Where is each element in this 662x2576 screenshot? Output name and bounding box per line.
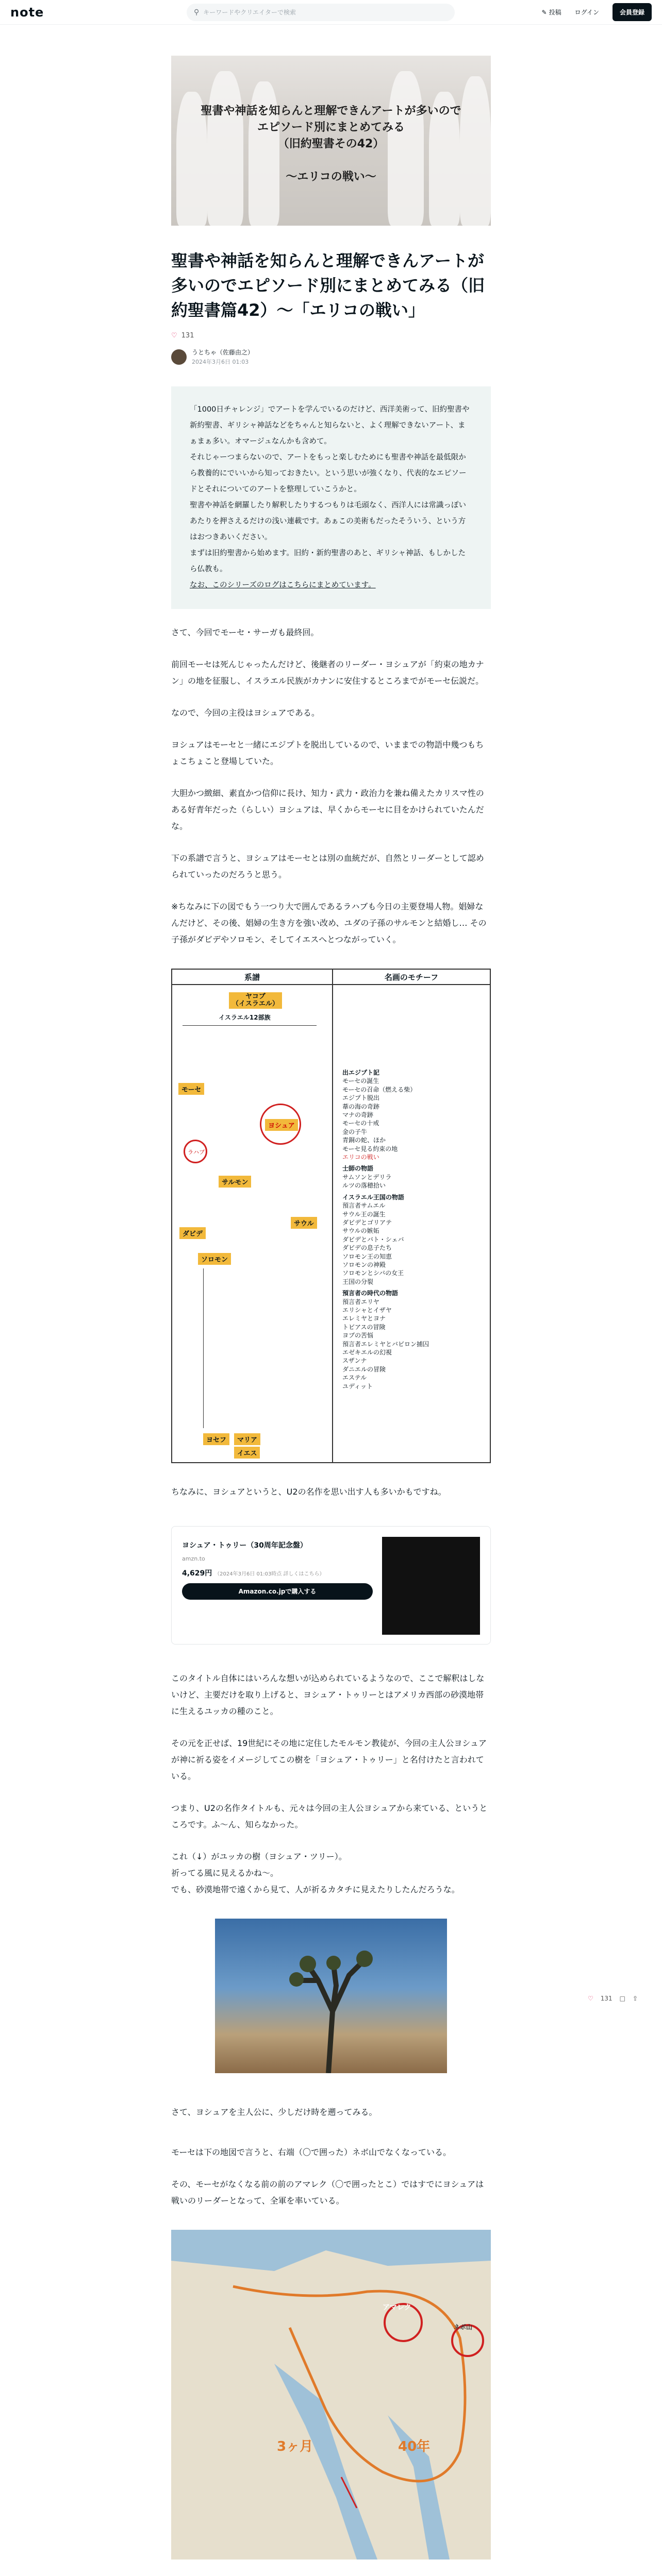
map-label-years: 40年 bbox=[398, 2439, 431, 2454]
map-label-nebo: ネボ山 bbox=[454, 2324, 473, 2331]
genealogy-image bbox=[171, 969, 491, 1463]
motif-item: エゼキエルの幻視 bbox=[342, 1349, 392, 1356]
motif-item: マナの奇跡 bbox=[342, 1111, 374, 1119]
product-price bbox=[182, 1568, 325, 1578]
motif-item: モーセの十戒 bbox=[342, 1120, 379, 1127]
tag-solomon: ソロモン bbox=[198, 1253, 231, 1265]
motif-item: 葦の海の奇跡 bbox=[342, 1103, 380, 1110]
tag-joshua: ヨシュア bbox=[265, 1119, 298, 1131]
tag-rahab: ラハブ bbox=[188, 1149, 205, 1156]
share-icon[interactable]: ⇪ bbox=[633, 1995, 638, 2002]
motif-item: 金の子牛 bbox=[342, 1128, 368, 1136]
paragraph: つまり、U2の名作タイトルも、元々は今回の主人公ヨシュアから来ている、というところです。ふ〜ん、知らなかった。 bbox=[171, 1803, 488, 1829]
motif-item: ヨブの苦悩 bbox=[342, 1332, 374, 1340]
register-button[interactable]: 会員登録 bbox=[613, 3, 652, 21]
pen-icon: ✎ bbox=[541, 8, 547, 16]
article-body-3 bbox=[171, 1670, 491, 1898]
map-label-months: 3ヶ月 bbox=[277, 2439, 313, 2454]
tag-tribes: イスラエル12部族 bbox=[219, 1014, 271, 1021]
motif-item: ダニエルの冒険 bbox=[342, 1365, 386, 1373]
motif-item: 預言者エリヤ bbox=[342, 1298, 379, 1306]
article-title: 聖書や神話を知らんと理解できんアートが多いのでエピソード別にまとめてみる（旧約聖書篇42）〜「エリコの戦い」 bbox=[171, 251, 485, 320]
like-bar bbox=[171, 332, 491, 340]
price-value: 4,629円 bbox=[182, 1569, 212, 1578]
paragraph: ちなみに、ヨシュアというと、U2の名作を思い出す人も多いかもですね。 bbox=[171, 1487, 446, 1497]
motif-item: ユディット bbox=[342, 1382, 373, 1390]
tag-david: ダビデ bbox=[179, 1227, 206, 1239]
motif-item: ダビデとバト・シェバ bbox=[342, 1235, 404, 1243]
tag-saul: サウル bbox=[291, 1217, 317, 1229]
side-like-count: 131 bbox=[600, 1995, 613, 2002]
paragraph: 下の系譜で言うと、ヨシュアはモーセとは別の血統だが、自然とリーダーとして認められていったのだろうと思う。 bbox=[171, 853, 484, 879]
paragraph: その、モーセがなくなる前の前のアマレク（〇で囲ったとこ）ではすでにヨシュアは戦いのリーダーとなって、全軍を率いている。 bbox=[171, 2179, 484, 2206]
product-store: amzn.to bbox=[182, 1555, 205, 1562]
motif-item: サムソンとデリラ bbox=[342, 1173, 392, 1181]
eyecatch-image bbox=[171, 56, 491, 226]
motif-item: ソロモン王の知恵 bbox=[342, 1252, 392, 1260]
eyecatch-title: 聖書や神話を知らんと理解できんアートが多いので エピソード別にまとめてみる （旧約聖書その42） 〜エリコの戦い〜 bbox=[201, 105, 461, 183]
motif-item: ソロモンの神殿 bbox=[342, 1261, 386, 1268]
motif-item: エレミヤとヨナ bbox=[342, 1315, 386, 1323]
intro-text: それじゃーつまらないので、アートをもっと楽しむためにも聖書や神話を最低限から教養的にでいいから知っておきたい。という思いが強くなり、代表的なエピソードとそれについてのアートを整理していこうかと。 bbox=[190, 453, 467, 494]
motif-heading: 士師の物語 bbox=[342, 1165, 374, 1173]
tag-mary: マリア bbox=[234, 1433, 260, 1445]
article-body bbox=[171, 624, 491, 948]
exodus-map bbox=[171, 2230, 491, 2560]
motif-item: エリシャとイザヤ bbox=[342, 1306, 392, 1314]
product-image[interactable] bbox=[382, 1537, 480, 1635]
paragraph: さて、今回でモーセ・サーガも最終回。 bbox=[171, 628, 319, 637]
tag-jacob: ヤコブ （イスラエル） bbox=[229, 992, 282, 1009]
paragraph: このタイトル自体にはいろんな想いが込められているようなので、ここで解釈はしないけど、主要だけを取り上げると、ヨシュア・トゥリーとはアメリカ西部の砂漠地帯に生えるユッカの種のこと。 bbox=[171, 1673, 485, 1716]
motif-item: エジプト脱出 bbox=[342, 1094, 380, 1102]
post-button[interactable] bbox=[542, 8, 561, 16]
side-actions bbox=[588, 1995, 638, 2002]
product-title[interactable]: ヨシュア・トゥリー（30周年記念盤） bbox=[182, 1541, 307, 1550]
heart-icon[interactable]: ♡ bbox=[588, 1995, 593, 2002]
motif-list bbox=[342, 1065, 429, 1391]
series-link[interactable]: なお、このシリーズのログはこちらにまとめています。 bbox=[190, 581, 376, 589]
author-block[interactable] bbox=[171, 348, 491, 366]
motif-heading: イスラエル王国の物語 bbox=[342, 1193, 404, 1201]
site-header bbox=[0, 0, 662, 25]
buy-button[interactable]: Amazon.co.jpで購入する bbox=[182, 1583, 373, 1600]
joshua-tree-photo bbox=[215, 1919, 447, 2073]
tag-moses: モーセ bbox=[178, 1083, 204, 1095]
motif-item: サウル王の誕生 bbox=[342, 1210, 386, 1218]
post-label: 投稿 bbox=[549, 9, 561, 16]
map-label-amalek: アマレク bbox=[383, 2303, 411, 2312]
motif-item: サウルの嫉妬 bbox=[342, 1227, 379, 1235]
logo[interactable]: note bbox=[10, 5, 44, 20]
motif-item: 預言者エレミヤとバビロン捕囚 bbox=[342, 1340, 429, 1348]
comment-icon[interactable]: □ bbox=[619, 1995, 626, 2002]
like-count: 131 bbox=[181, 332, 194, 340]
paragraph: ヨシュアはモーセと一緒にエジプトを脱出しているので、いままでの物語中幾つもちょこちょこと登場していた。 bbox=[171, 740, 484, 766]
chart-right-header: 名画のモチーフ bbox=[333, 970, 490, 985]
search-placeholder: キーワードやクリエイターで検索 bbox=[203, 9, 296, 16]
motif-item: モーセの誕生 bbox=[342, 1077, 379, 1085]
avatar[interactable] bbox=[171, 349, 187, 365]
article-body-4 bbox=[171, 2104, 491, 2209]
search-icon: ⚲ bbox=[194, 8, 200, 16]
chart-left-header: 系譜 bbox=[172, 970, 332, 985]
intro-text: 聖書や神話を網羅したり解釈したりするつもりは毛頭なく、西洋人には常識っぽいあたりを押さえるだけの浅い連載です。あぁこの美術もだったそういう、という方はおつきあいください。 bbox=[190, 501, 467, 541]
search-input[interactable] bbox=[187, 4, 455, 21]
login-link[interactable]: ログイン bbox=[574, 9, 599, 16]
paragraph: 前回モーセは死んじゃったんだけど、後継者のリーダー・ヨシュアが「約束の地カナン」の地を征服し、イスラエル民族がカナンに安住するところまでがモーセ伝説だ。 bbox=[171, 659, 484, 686]
heart-icon[interactable]: ♡ bbox=[171, 332, 177, 340]
tag-jesus: イエス bbox=[234, 1447, 260, 1459]
price-note: （2024年3月6日 01:03時点 詳しくはこちら） bbox=[214, 1571, 325, 1577]
motif-item: 青銅の蛇、ほか bbox=[342, 1137, 386, 1144]
motif-item: ダビデの息子たち bbox=[342, 1244, 392, 1252]
tag-joseph: ヨセフ bbox=[203, 1433, 229, 1445]
intro-box bbox=[171, 386, 491, 609]
paragraph: なので、今回の主役はヨシュアである。 bbox=[171, 708, 320, 718]
motif-item-highlight: エリコの戦い bbox=[342, 1154, 379, 1161]
motif-item: 王国の分裂 bbox=[342, 1278, 374, 1285]
motif-item: 預言者サムエル bbox=[342, 1202, 386, 1210]
motif-item: トビアスの冒険 bbox=[342, 1323, 386, 1331]
motif-item: ソロモンとシバの女王 bbox=[342, 1269, 404, 1277]
map-drawing bbox=[171, 2230, 491, 2560]
motif-item: ダビデとゴリアテ bbox=[342, 1218, 392, 1226]
intro-text: 「1000日チャレンジ」でアートを学んでいるのだけど、西洋美術って、旧約聖書や新約聖書、ギリシャ神話などをちゃんと知らないと、よく理解できないアート、まぁまぁ多い。オマージュなんかも含めて。 bbox=[190, 405, 470, 446]
intro-text: まずは旧約聖書から始めます。旧約・新約聖書のあと、ギリシャ神話、もしかしたら仏教も。 bbox=[190, 549, 466, 573]
paragraph: 大胆かつ緻細、素直かつ信仰に長け、知力・武力・政治力を兼ね備えたカリスマ性のある好青年だった（らしい）ヨシュアは、早くからモーセに目をかけられていたんだな。 bbox=[171, 788, 484, 831]
motif-item: エステル bbox=[342, 1374, 367, 1382]
motif-heading: 預言者の時代の物語 bbox=[342, 1290, 399, 1297]
paragraph: その元を正せば、19世紀にその地に定住したモルモン教徒が、今回の主人公ヨシュアが神に祈る姿をイメージしてこの樹を「ヨシュア・トゥリー」と名付けたと言われている。 bbox=[171, 1738, 487, 1781]
motif-item: スザンナ bbox=[342, 1357, 367, 1365]
motif-item: ルツの落穂拾い bbox=[342, 1182, 386, 1190]
motif-heading: 出エジプト記 bbox=[342, 1069, 380, 1076]
product-card[interactable] bbox=[171, 1526, 491, 1645]
motif-item: モーセの召命（燃える柴） bbox=[342, 1086, 417, 1093]
tag-salmon: サルモン bbox=[219, 1176, 251, 1188]
paragraph: さて、ヨシュアを主人公に、少しだけ時を遡ってみる。 bbox=[171, 2107, 377, 2117]
motif-item: モーセ見る約束の地 bbox=[342, 1145, 398, 1153]
article-body-2 bbox=[171, 1484, 491, 1500]
paragraph: ※ちなみに下の図でもう一つり大で囲んであるラハブも今日の主要登場人物。娼婦なんだけど、その後、娼婦の生き方を強い改め、ユダの子孫のサルモンと結婚し… その子孫がダビデやソロモン、そしてイエスへとつながっていく。 bbox=[171, 902, 487, 944]
paragraph: モーセは下の地図で言うと、右端（〇で囲った）ネボ山でなくなっている。 bbox=[171, 2147, 452, 2157]
article bbox=[171, 56, 491, 2576]
tree-silhouette bbox=[215, 1919, 447, 2073]
post-date: 2024年3月6日 01:03 bbox=[192, 359, 249, 365]
paragraph: これ（↓）がユッカの樹（ヨシュア・ツリー）。 祈ってる風に見えるかね〜。 でも、砂漠地帯で遠くから見て、人が祈るカタチに見えたりしたんだろうな。 bbox=[171, 1852, 460, 1894]
author-name[interactable]: うとちゃ（佐藤由之） bbox=[192, 349, 254, 356]
